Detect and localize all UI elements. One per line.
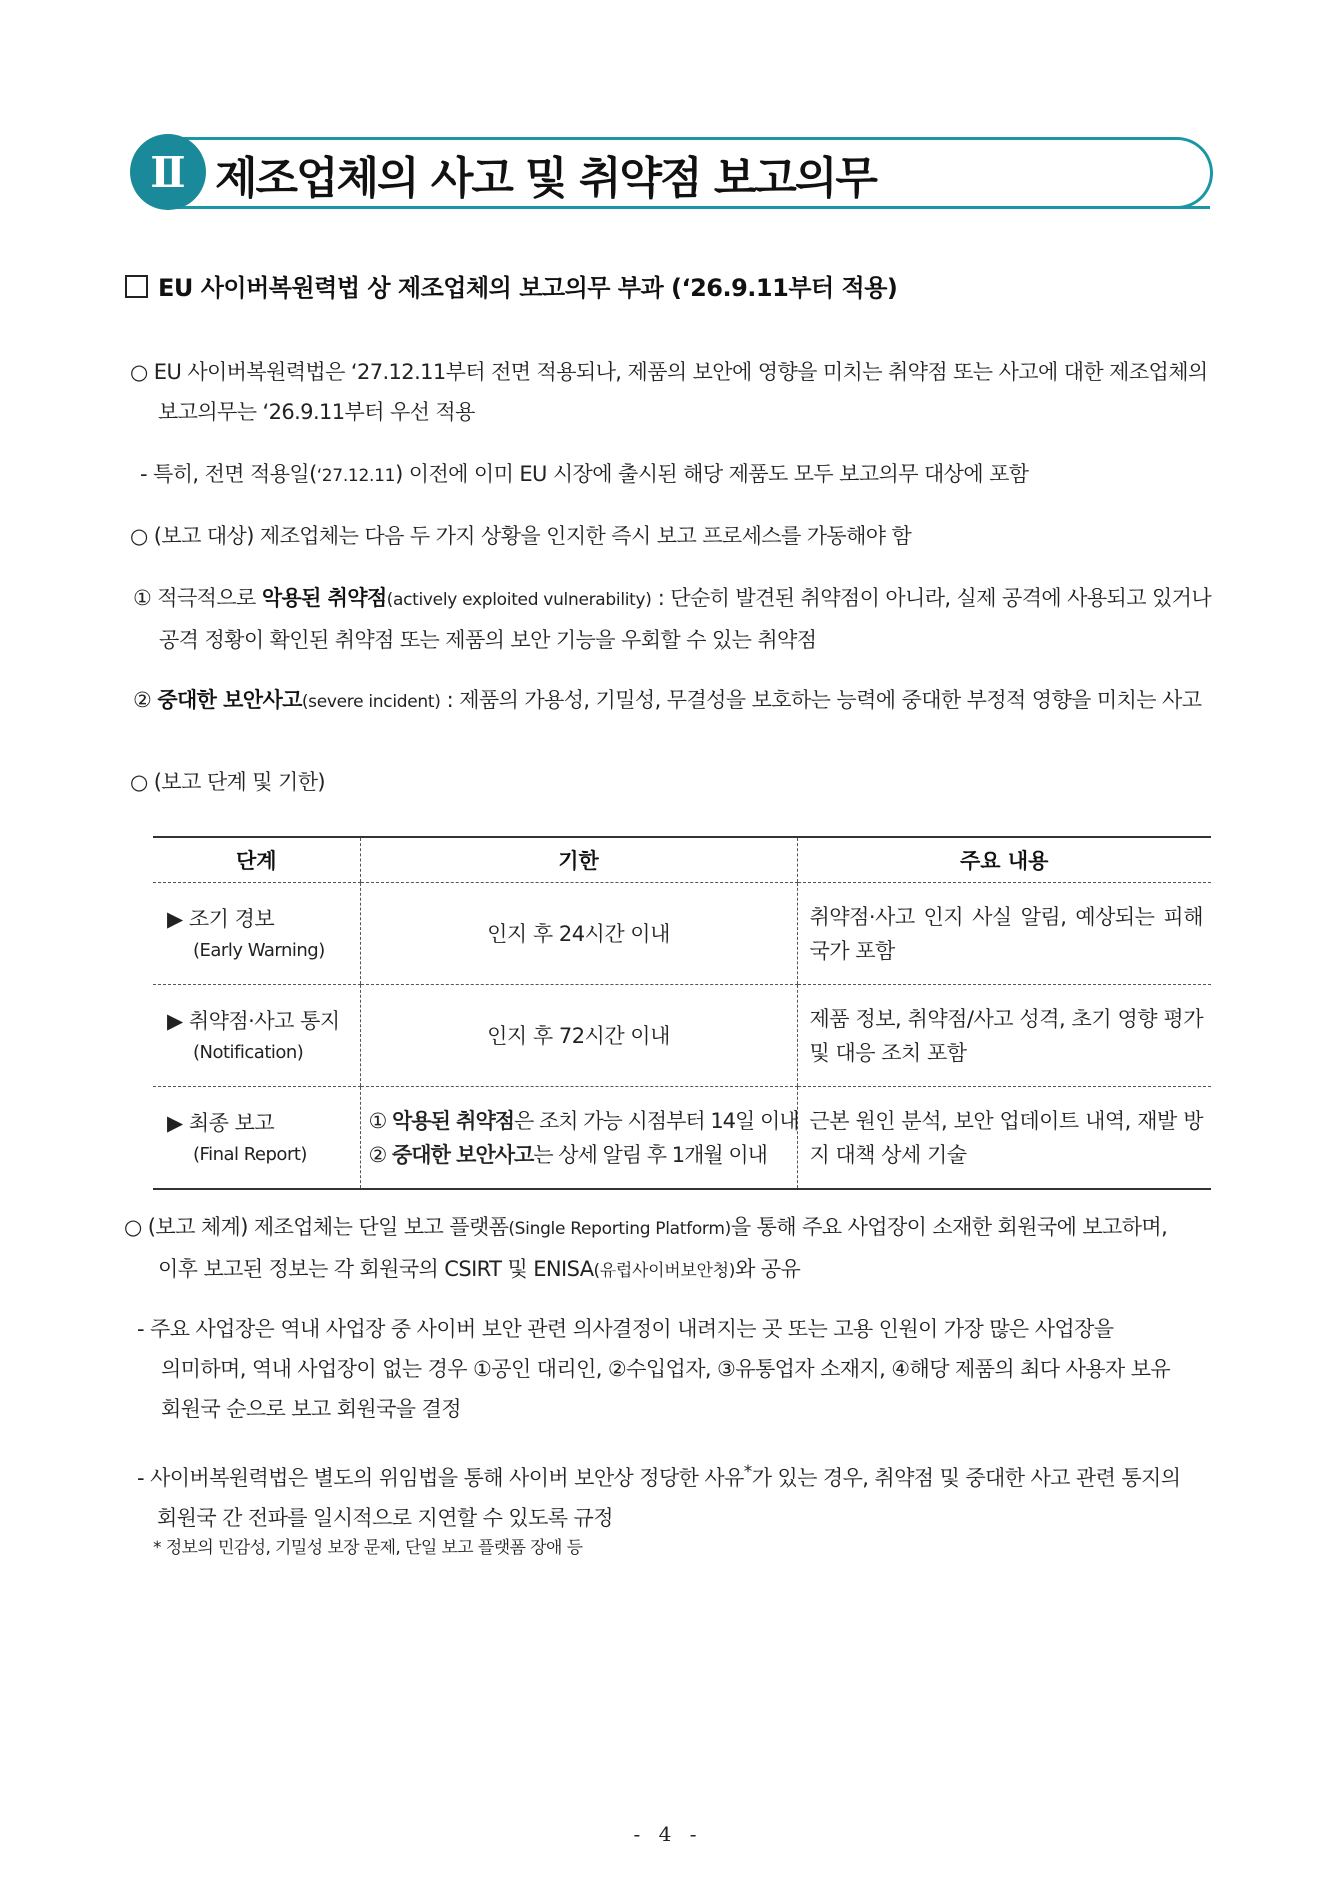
target-item-1-en: (actively exploited vulnerability) bbox=[386, 590, 652, 610]
dash-item-1-pre: - 특히, 전면 적용일( bbox=[140, 462, 317, 486]
paragraph-1-line-2: 보고의무는 ‘26.9.11부터 우선 적용 bbox=[158, 400, 475, 424]
stage-label: ▶ 취약점·사고 통지 bbox=[167, 1008, 340, 1033]
target-item-2-post: : 제품의 가용성, 기밀성, 무결성을 보호하는 능력에 중대한 부정적 영향을 미치는 사고 bbox=[440, 688, 1202, 712]
target-item-1-bold: 악용된 취약점 bbox=[261, 586, 387, 610]
paragraph-4 bbox=[124, 1207, 1228, 1291]
section-number-badge: Ⅱ bbox=[130, 134, 206, 210]
content-cell: 취약점·사고 인지 사실 알림, 예상되는 피해국가 포함 bbox=[797, 883, 1211, 985]
paragraph-4-en: (Single Reporting Platform) bbox=[508, 1219, 731, 1239]
deadline-line-1-bold: 악용된 취약점 bbox=[392, 1108, 515, 1133]
table-header-cell: 단계 bbox=[153, 837, 360, 883]
target-item-2-en: (severe incident) bbox=[301, 692, 441, 712]
deadline-line-1-post: 은 조치 가능 시점부터 14일 이내 bbox=[514, 1108, 799, 1133]
deadline-line-2 bbox=[369, 1138, 796, 1172]
table-header-cell: 주요 내용 bbox=[797, 837, 1211, 883]
stage-english-label: (Early Warning) bbox=[193, 939, 325, 961]
table-row bbox=[153, 883, 1211, 985]
subsection-heading bbox=[125, 268, 897, 303]
dash-item-3 bbox=[137, 1452, 1180, 1538]
content-cell: 근본 원인 분석, 보안 업데이트 내역, 재발 방지 대책 상세 기술 bbox=[797, 1087, 1211, 1190]
target-item-1-line-2: 공격 정황이 확인된 취약점 또는 제품의 보안 기능을 우회할 수 있는 취약점 bbox=[159, 628, 817, 652]
dash-item-2-line-3: 회원국 순으로 보고 회원국을 결정 bbox=[161, 1397, 461, 1421]
dash-item-2-line-2: 의미하며, 역내 사업장이 없는 경우 ①공인 대리인, ②수입업자, ③유통업자 소재지, ④해당 제품의 최다 사용자 보유 bbox=[161, 1357, 1171, 1381]
target-item-2 bbox=[133, 680, 1201, 722]
footnote-marker: * bbox=[743, 1462, 752, 1482]
deadline-line-1-pre: ① bbox=[368, 1108, 393, 1133]
paragraph-4-line-1 bbox=[124, 1207, 1228, 1249]
paragraph-4-line-2-small: (유럽사이버보안청) bbox=[593, 1261, 736, 1281]
checkbox-square-icon bbox=[125, 275, 148, 298]
dash-item-3-post: 가 있는 경우, 취약점 및 중대한 사고 관련 통지의 bbox=[751, 1466, 1181, 1490]
dash-item-1 bbox=[140, 454, 1029, 496]
reporting-stages-table bbox=[153, 836, 1211, 1190]
paragraph-4-post: 을 통해 주요 사업장이 소재한 회원국에 보고하며, bbox=[730, 1215, 1168, 1239]
section-title: 제조업체의 사고 및 취약점 보고의무 bbox=[215, 153, 876, 204]
paragraph-1 bbox=[130, 352, 1230, 432]
table-row bbox=[153, 1087, 1211, 1190]
target-item-1-pre: ① 적극적으로 bbox=[133, 586, 262, 610]
dash-item-1-date: ‘27.12.11 bbox=[316, 466, 396, 486]
table-header-row bbox=[153, 837, 1211, 883]
deadline-line-2-pre: ② bbox=[368, 1142, 393, 1167]
dash-item-2 bbox=[137, 1309, 1170, 1429]
deadline-cell bbox=[360, 1087, 797, 1190]
stage-cell bbox=[153, 1087, 360, 1190]
stage-label: ▶ 최종 보고 bbox=[167, 1110, 275, 1135]
paragraph-3: ○ (보고 단계 및 기한) bbox=[130, 770, 326, 794]
target-item-2-bold: 중대한 보안사고 bbox=[157, 688, 302, 712]
dash-item-1-post: ) 이전에 이미 EU 시장에 출시된 해당 제품도 모두 보고의무 대상에 포함 bbox=[395, 462, 1029, 486]
target-item-2-pre: ② bbox=[133, 688, 158, 712]
paragraph-2: ○ (보고 대상) 제조업체는 다음 두 가지 상황을 인지한 즉시 보고 프로세스를 가동해야 함 bbox=[130, 524, 912, 548]
dash-item-3-line-1 bbox=[137, 1452, 1180, 1498]
subsection-heading-text: EU 사이버복원력법 상 제조업체의 보고의무 부과 (‘26.9.11부터 적용) bbox=[158, 274, 898, 302]
deadline-line-1 bbox=[368, 1104, 799, 1138]
stage-english-label: (Notification) bbox=[193, 1041, 304, 1063]
target-item-1-post: : 단순히 발견된 취약점이 아니라, 실제 공격에 사용되고 있거나 bbox=[651, 586, 1212, 610]
dash-item-3-pre: - 사이버복원력법은 별도의 위임법을 통해 사이버 보안상 정당한 사유 bbox=[137, 1466, 744, 1490]
paragraph-4-line-2-post: 와 공유 bbox=[735, 1257, 801, 1281]
dash-item-2-line-1: - 주요 사업장은 역내 사업장 중 사이버 보안 관련 의사결정이 내려지는 곳 또는 고용 인원이 가장 많은 사업장을 bbox=[137, 1317, 1114, 1341]
paragraph-1-line-1: ○ EU 사이버복원력법은 ‘27.12.11부터 전면 적용되나, 제품의 보안에 영향을 미치는 취약점 또는 사고에 대한 제조업체의 bbox=[130, 360, 1208, 384]
target-item-1-line-1 bbox=[133, 578, 1211, 620]
target-item-1 bbox=[133, 578, 1211, 660]
table-row bbox=[153, 985, 1211, 1087]
stage-label: ▶ 조기 경보 bbox=[167, 906, 275, 931]
deadline-cell: 인지 후 72시간 이내 bbox=[360, 985, 797, 1087]
stage-cell bbox=[153, 985, 360, 1087]
deadline-line-2-post: 는 상세 알림 후 1개월 이내 bbox=[533, 1142, 767, 1167]
dash-item-3-line-2: 회원국 간 전파를 일시적으로 지연할 수 있도록 규정 bbox=[157, 1506, 613, 1530]
paragraph-4-line-2-pre: 이후 보고된 정보는 각 회원국의 CSIRT 및 ENISA bbox=[158, 1257, 594, 1281]
table-header-cell: 기한 bbox=[360, 837, 797, 883]
content-cell: 제품 정보, 취약점/사고 성격, 초기 영향 평가 및 대응 조치 포함 bbox=[797, 985, 1211, 1087]
page-number: - 4 - bbox=[633, 1822, 703, 1846]
deadline-cell: 인지 후 24시간 이내 bbox=[360, 883, 797, 985]
stage-cell bbox=[153, 883, 360, 985]
paragraph-4-line-2 bbox=[124, 1249, 1228, 1291]
footnote: * 정보의 민감성, 기밀성 보장 문제, 단일 보고 플랫폼 장애 등 bbox=[153, 1538, 583, 1558]
section-header bbox=[130, 134, 1220, 210]
paragraph-4-pre: ○ (보고 체계) 제조업체는 단일 보고 플랫폼 bbox=[124, 1215, 509, 1239]
deadline-line-2-bold: 중대한 보안사고 bbox=[392, 1142, 534, 1167]
stage-english-label: (Final Report) bbox=[193, 1143, 307, 1165]
